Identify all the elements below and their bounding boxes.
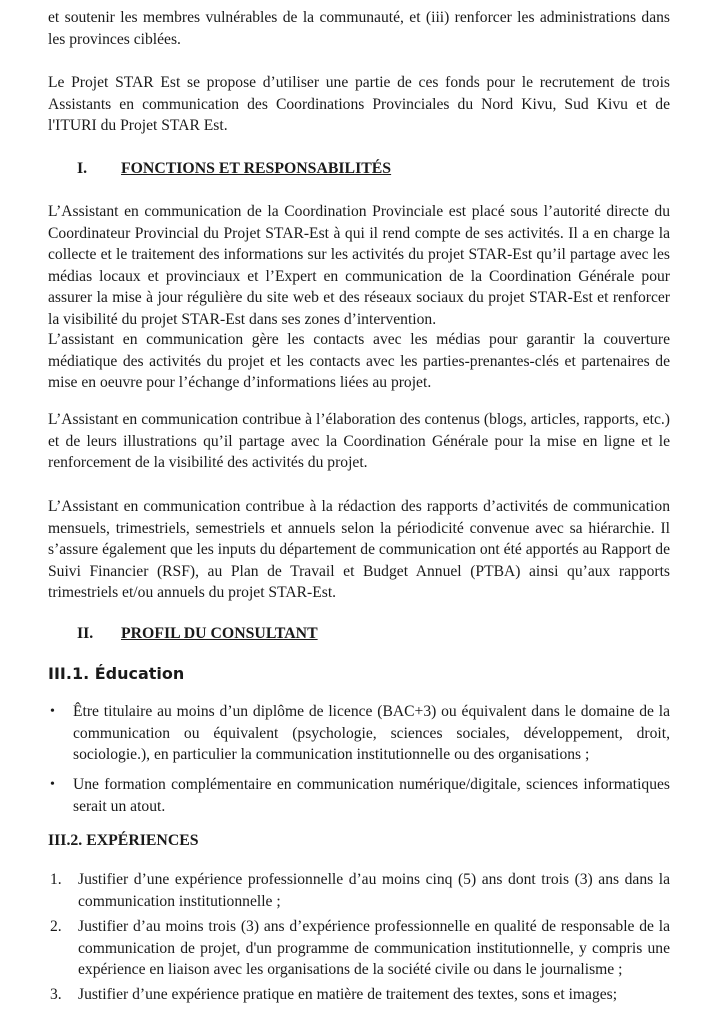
list-item-text: Justifier d’une expérience professionnelle d’au moins cinq (5) ans dont trois (3) ans dans la communication institutionnelle ; bbox=[78, 871, 670, 910]
bullet-icon: • bbox=[50, 704, 55, 719]
paragraph-contacts: L’assistant en communication gère les contacts avec les médias pour garantir la couverture médiatique des activités du projet et les contacts avec les parties-prenantes-clés et partenaires de mise en oeuvre pour l’échange d’informations liées au projet. bbox=[48, 331, 670, 391]
section-number: I. bbox=[77, 160, 88, 177]
paragraph-recruitment: Le Projet STAR Est se propose d’utiliser une partie de ces fonds pour le recrutement de trois Assistants en communication des Coordinations Provinciales du Nord Kivu, Sud Kivu et de l'ITURI du Projet STAR Est. bbox=[48, 74, 670, 134]
section-number: II. bbox=[77, 625, 94, 642]
list-item-text: Une formation complémentaire en communication numérique/digitale, sciences informatiques serait un atout. bbox=[73, 776, 670, 815]
list-item-text: Justifier d’au moins trois (3) ans d’expérience professionnelle en qualité de responsable de la communication de projet, d'un programme de communication institutionnelle, y compris une expérience en liaison avec les organisations de la société civile ou dans le journalisme ; bbox=[78, 918, 670, 978]
subsection-experiences-title: III.2. EXPÉRIENCES bbox=[48, 832, 199, 849]
list-number: 1. bbox=[50, 871, 62, 888]
list-item-text: Être titulaire au moins d’un diplôme de licence (BAC+3) ou équivalent dans le domaine de la communication ou équivalent (psychologie, sciences sociales, développement, droit, sociologie.), en particulier la communication institutionnelle ou des organisations ; bbox=[73, 703, 670, 763]
list-item-text: Justifier d’une expérience pratique en matière de traitement des textes, sons et images; bbox=[78, 986, 618, 1003]
section-title: PROFIL DU CONSULTANT bbox=[121, 625, 318, 642]
list-number: 2. bbox=[50, 918, 62, 935]
paragraph-role: L’Assistant en communication de la Coordination Provinciale est placé sous l’autorité directe du Coordinateur Provincial du Projet STAR-Est à qui il rend compte de ses activités. Il a en charge la collecte et le traitement des informations sur les activités du projet STAR-Est qu’il partage avec les médias locaux et provinciaux et l’Expert en communication de la Coordination Générale pour assurer la mise à jour régulière du site web et des réseaux sociaux du projet STAR-Est et renforcer la visibilité du projet STAR-Est dans ses zones d’intervention. bbox=[48, 203, 670, 328]
paragraph-objectives-end: et soutenir les membres vulnérables de la communauté, et (iii) renforcer les administrations dans les provinces ciblées. bbox=[48, 9, 670, 48]
list-number: 3. bbox=[50, 986, 62, 1003]
subsection-education-title: III.1. Éducation bbox=[48, 664, 185, 683]
paragraph-reports: L’Assistant en communication contribue à la rédaction des rapports d’activités de communication mensuels, trimestriels, semestriels et annuels selon la périodicité convenue avec sa hiérarchie. Il s’assure également que les inputs du département de communication ont été apportés au Rapport de Suivi Financier (RSF), au Plan de Travail et Budget Annuel (PTBA) ainsi qu’aux rapports trimestriels et/ou annuels du projet STAR-Est. bbox=[48, 498, 670, 601]
bullet-icon: • bbox=[50, 777, 55, 792]
section-title: FONCTIONS ET RESPONSABILITÉS bbox=[121, 160, 392, 177]
paragraph-contents: L’Assistant en communication contribue à l’élaboration des contenus (blogs, articles, rapports, etc.) et de leurs illustrations qu’il partage avec la Coordination Générale pour la mise en ligne et le renforcement de la visibilité des activités du projet. bbox=[48, 411, 670, 471]
